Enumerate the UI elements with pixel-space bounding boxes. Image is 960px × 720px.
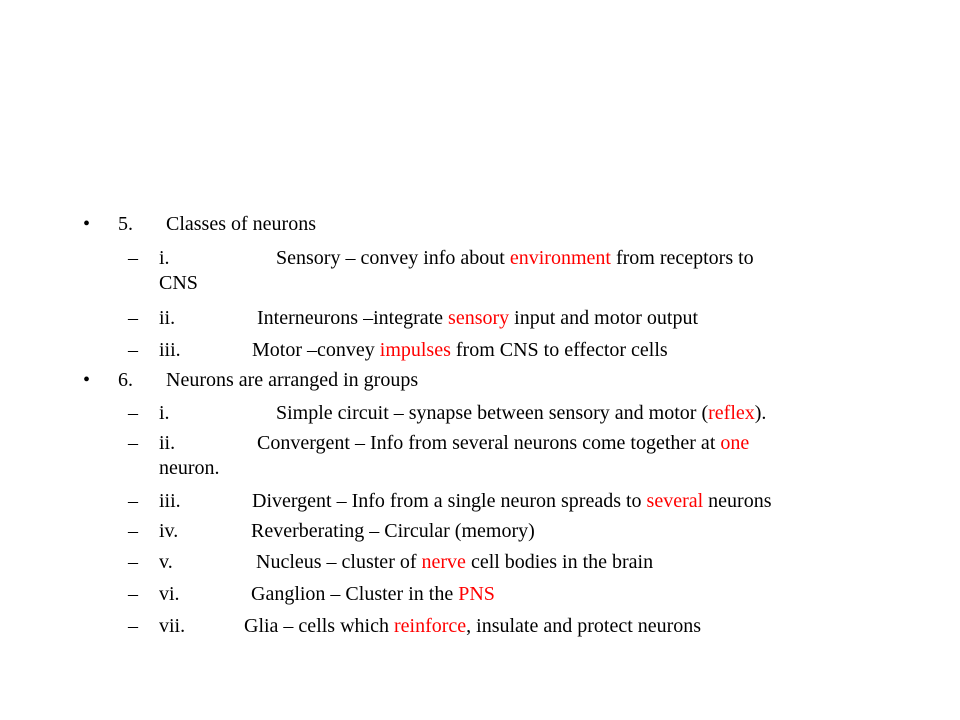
- item-text: [251, 582, 495, 606]
- text-run: Classes of neurons: [166, 213, 316, 235]
- item-number: 6.: [118, 369, 133, 391]
- item-text: [166, 212, 316, 236]
- dash-marker: –: [128, 339, 138, 361]
- dash-marker: –: [128, 490, 138, 512]
- item-text: [257, 431, 749, 455]
- text-run: Interneurons –integrate: [257, 307, 449, 329]
- text-run: Convergent – Info from several neurons come together at: [257, 432, 721, 454]
- highlighted-term: several: [646, 490, 704, 512]
- bullet-marker: •: [83, 213, 91, 235]
- text-run: from receptors to: [610, 247, 754, 269]
- dash-marker: –: [128, 551, 138, 573]
- item-text: [252, 489, 772, 513]
- item-text: [276, 246, 754, 270]
- item-number: v.: [159, 551, 173, 573]
- item-text: [276, 401, 766, 425]
- text-run: Sensory – convey info about: [276, 247, 510, 269]
- item-text: [251, 519, 535, 543]
- item-number: i.: [159, 247, 170, 269]
- item-number: vii.: [159, 615, 186, 637]
- text-run: Ganglion – Cluster in the: [251, 583, 459, 605]
- dash-marker: –: [128, 615, 138, 637]
- item-number: 5.: [118, 213, 133, 235]
- item-number: iii.: [159, 339, 181, 361]
- text-run: input and motor output: [509, 307, 699, 329]
- text-run: neurons: [703, 490, 772, 512]
- item-text: [244, 614, 701, 638]
- text-run: Simple circuit – synapse between sensory and motor (: [276, 402, 709, 424]
- item-number: i.: [159, 402, 170, 424]
- highlighted-term: reflex: [708, 402, 755, 424]
- highlighted-term: environment: [509, 247, 611, 269]
- text-run: Reverberating – Circular (memory): [251, 520, 535, 542]
- dash-marker: –: [128, 402, 138, 424]
- item-number: ii.: [159, 432, 176, 454]
- highlighted-term: one: [720, 432, 750, 454]
- text-run: Neurons are arranged in groups: [166, 369, 419, 391]
- highlighted-term: sensory: [448, 307, 510, 329]
- text-run: ).: [754, 402, 767, 424]
- item-number: vi.: [159, 583, 180, 605]
- item-number: iii.: [159, 490, 181, 512]
- dash-marker: –: [128, 307, 138, 329]
- text-run: from CNS to effector cells: [450, 339, 668, 361]
- item-text: [257, 306, 698, 330]
- text-run: Glia – cells which: [244, 615, 394, 637]
- dash-marker: –: [128, 247, 138, 269]
- highlighted-term: impulses: [379, 339, 451, 361]
- text-run: Motor –convey: [252, 339, 380, 361]
- highlighted-term: reinforce: [393, 615, 467, 637]
- item-text: [256, 550, 653, 574]
- highlighted-term: nerve: [421, 551, 466, 573]
- text-run: , insulate and protect neurons: [466, 615, 702, 637]
- bullet-marker: •: [83, 369, 91, 391]
- text-run: Nucleus – cluster of: [256, 551, 422, 573]
- dash-marker: –: [128, 432, 138, 454]
- item-text: [252, 338, 668, 362]
- dash-marker: –: [128, 520, 138, 542]
- item-number: ii.: [159, 307, 176, 329]
- item-text-continuation: CNS: [159, 272, 198, 294]
- item-text: [166, 368, 418, 392]
- text-run: cell bodies in the brain: [465, 551, 654, 573]
- item-number: iv.: [159, 520, 179, 542]
- text-run: Divergent – Info from a single neuron spreads to: [252, 490, 647, 512]
- highlighted-term: PNS: [458, 583, 495, 605]
- item-text-continuation: neuron.: [159, 457, 220, 479]
- dash-marker: –: [128, 583, 138, 605]
